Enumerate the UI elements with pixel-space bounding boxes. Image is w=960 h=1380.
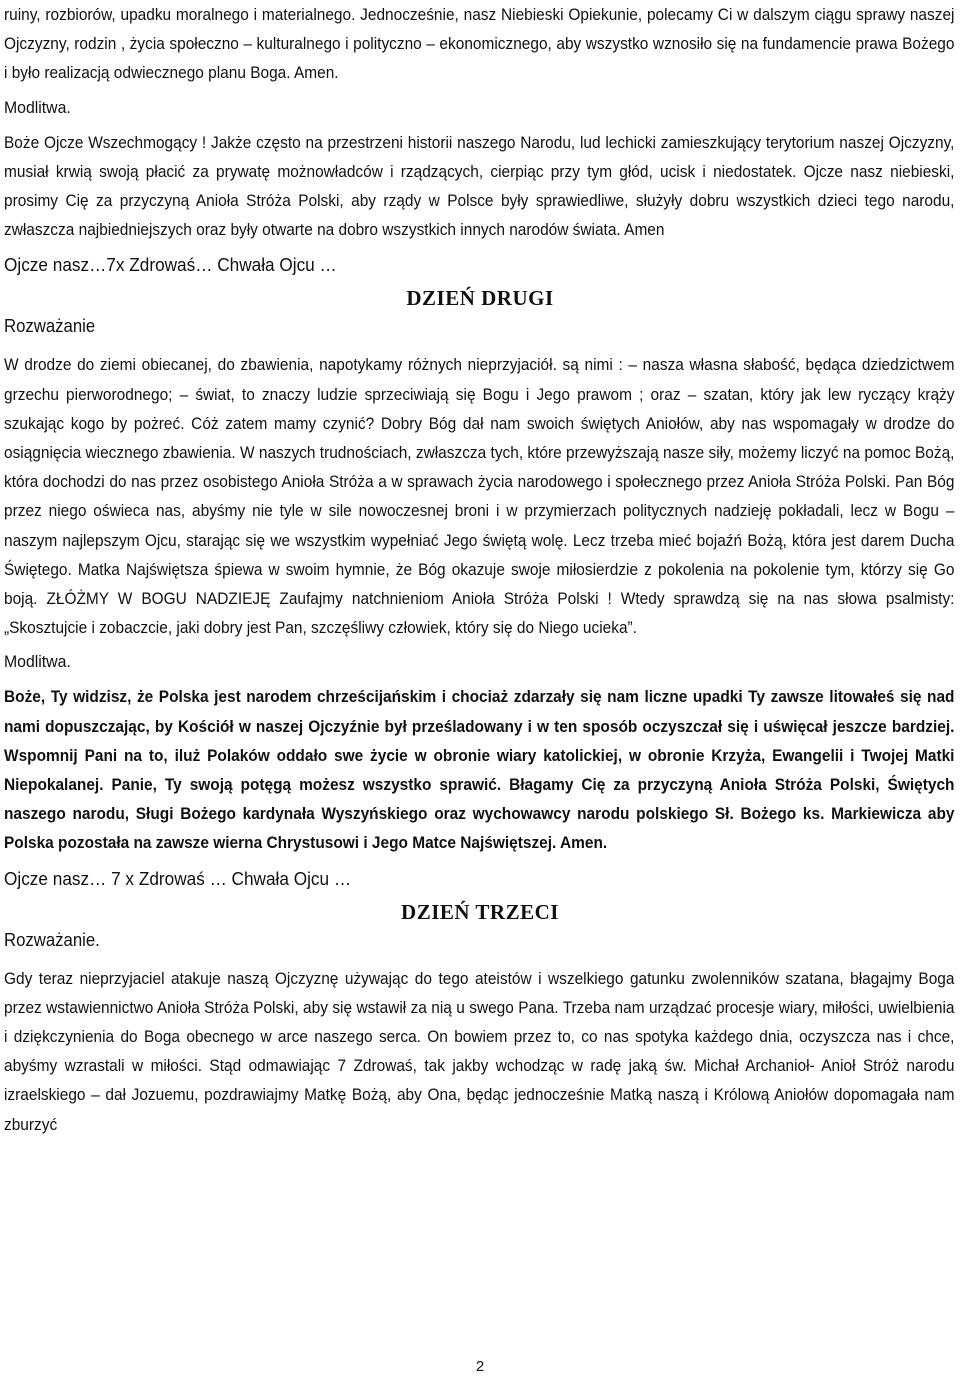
day-three-text: Gdy teraz nieprzyjaciel atakuje naszą Ojczyznę używając do tego ateistów i wszelkiego gatunku zwolenników szatana, błagajmy Boga przez wstawiennictwo Anioła Stróża Polski, aby się wstawił za nią u swego Pana. Trzeba nam urządzać procesje wiary, miłości, uwielbienia i dziękczynienia do Boga obecnego w arce naszego serca. On bowiem przez to, co nas spotyka każdego dnia, oczyszcza nas i chce, abyśmy wzrastali w miłości. Stąd odmawiając 7 Zdrowaś, tak jakby wchodząc w radę jaką św. Michał Archanioł- Anioł Stróż narodu izraelskiego – dał Jozuemu, pozdrawiajmy Matkę Bożą, aby Ona, będąc jednocześnie Matką naszą i Królową Aniołów dopomagała nam zburzyć: [4, 968, 955, 1134]
ojcze-line: Ojcze nasz…7x Zdrowaś… Chwała Ojcu …: [4, 254, 337, 276]
day-two-prayer-heading: Modlitwa.: [4, 652, 71, 672]
prayer-heading: Modlitwa.: [4, 97, 71, 117]
top-paragraph: ruiny, rozbiorów, upadku moralnego i materialnego. Jednocześnie, nasz Niebieski Opiekunie, polecamy Ci w dalszym ciągu sprawy naszej Ojczyzny, rodzin , życia społeczno – kulturalnego i polityczno – ekonomicznego, aby wszystko wznosiło się na fundamencie prawa Bożego i było realizacją odwiecznego planu Boga. Amen.: [4, 5, 955, 83]
day-two-prayer-text: Boże, Ty widzisz, że Polska jest narodem chrześcijańskim i chociaż zdarzały się nam liczne upadki Ty zawsze litowałeś się nad nami dopuszczając, by Kościół w naszej Ojczyźnie był prześladowany i w ten sposób oczyszczał się i uświęcał jeszcze bardziej. Wspomnij Pani na to, iluż Polaków oddało swe życie w obronie wiary katolickiej, w obronie Krzyża, Ewangelii i Twojej Matki Niepokalanej. Panie, Ty swoją potęgą możesz wszystko sprawić. Błagamy Cię za przyczyną Anioła Stróża Polski, Świętych naszego narodu, Sługi Bożego kardynała Wyszyńskiego oraz wychowawcy narodu polskiego Sł. Bożego ks. Markiewicza aby Polska pozostała na zawsze wierna Chrystusowi i Jego Matce Najświętszej. Amen.: [4, 687, 955, 853]
day-three-rozwazanie-heading: Rozważanie.: [4, 929, 100, 950]
rozwazanie-heading: Rozważanie: [4, 316, 96, 337]
day-two-text: W drodze do ziemi obiecanej, do zbawienia, napotykamy różnych nieprzyjaciół. są nimi : – nasza własna słabość, będąca dziedzictwem grzechu pierworodnego; – świat, to znaczy ludzie sprzeciwiają się Bogu i Jego prawom ; oraz – szatan, który jak lew ryczący krąży szukając kogo by pożreć. Cóż zatem mamy czynić? Dobry Bóg dał nam swoich świętych Aniołów, aby nas wspomagały w drodze do osiągnięcia wiecznego zbawienia. W naszych trudnościach, zwłaszcza tych, które przewyższają nasze siły, możemy liczyć na pomoc Bożą, która dochodzi do nas przez osobistego Anioła Stróża a w sprawach życia narodowego i społecznego przez Anioła Stróża Polski. Pan Bóg przez niego oświeca nas, abyśmy nie tyle w sile nowoczesnej broni i w przymierzach politycznych nadzieję pokładali, lecz w Bogu – naszym najlepszym Ojcu, starając się we wszystkim wypełniać Jego świętą wolę. Lecz trzeba mieć bojaźń Bożą, która jest darem Ducha Świętego. Matka Najświętsza śpiewa w swoim hymnie, że Bóg okazuje swoje miłosierdzie z pokolenia na pokolenie tym, którzy się Go boją. ZŁÓŻMY W BOGU NADZIEJĘ Zaufajmy natchnieniom Anioła Stróża Polski ! Wtedy sprawdzą się na nas słowa psalmisty: „Skosztujcie i zobaczcie, jaki dobry jest Pan, szczęśliwy człowiek, który się do Niego ucieka”.: [4, 355, 955, 638]
page-number: 2: [475, 1358, 485, 1375]
day-three-title: DZIEŃ TRZECI: [401, 899, 559, 924]
day-two-ojcze-line: Ojcze nasz… 7 x Zdrowaś … Chwała Ojcu …: [4, 867, 352, 889]
prayer-text: Boże Ojcze Wszechmogący ! Jakże często na przestrzeni historii naszego Narodu, lud lechicki zamieszkujący terytorium naszej Ojczyzny, musiał krwią swoją płacić za prywatę możnowładców i rządzących, cierpiąc przy tym głód, ucisk i niedostatek. Ojcze nasz niebieski, prosimy Cię za przyczyną Anioła Stróża Polski, aby rządy w Polsce były sprawiedliwe, służyły dobru wszystkich dzieci tego narodu, zwłaszcza najbiedniejszych oraz były otwarte na dobro wszystkich innych narodów świata. Amen: [4, 132, 955, 240]
day-two-title: DZIEŃ DRUGI: [406, 286, 554, 311]
